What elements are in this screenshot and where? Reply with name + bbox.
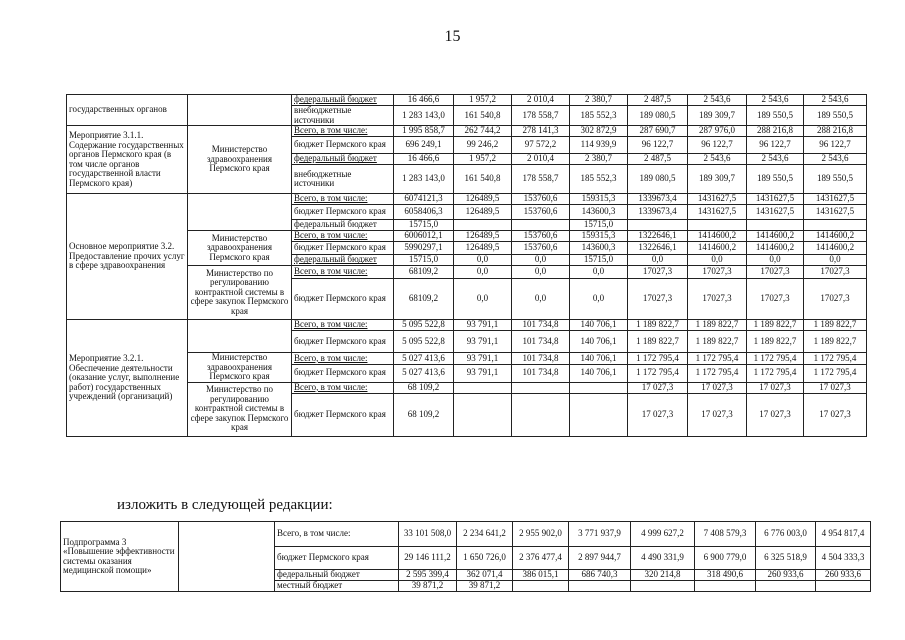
amount-cell bbox=[695, 581, 756, 592]
funding-source-cell: бюджет Пермского края bbox=[275, 547, 399, 570]
amount-cell: 17 027,3 bbox=[747, 382, 804, 393]
amount-cell: 17 027,3 bbox=[804, 393, 867, 436]
executor-cell bbox=[188, 194, 292, 231]
amount-cell bbox=[454, 382, 512, 393]
amount-cell: 17027,3 bbox=[688, 279, 747, 320]
item-name-cell: Мероприятие 3.1.1. Содержание государственных органов Пермского края (в том числе органов государственной власти Пермского края) bbox=[67, 126, 188, 194]
funding-source-cell: местный бюджет bbox=[275, 581, 399, 592]
amount-cell: 2 380,7 bbox=[570, 154, 628, 165]
amount-cell: 1 189 822,7 bbox=[628, 331, 688, 353]
amount-cell: 2 543,6 bbox=[747, 95, 804, 106]
amount-cell: 17027,3 bbox=[747, 266, 804, 279]
amount-cell: 287 976,0 bbox=[688, 126, 747, 137]
amount-cell: 0,0 bbox=[804, 255, 867, 266]
amount-cell: 126489,5 bbox=[454, 194, 512, 205]
amount-cell: 39 871,2 bbox=[457, 581, 513, 592]
amount-cell bbox=[804, 220, 867, 231]
amount-cell: 189 080,5 bbox=[628, 106, 688, 126]
amount-cell: 5 095 522,8 bbox=[394, 331, 454, 353]
amount-cell: 1431627,5 bbox=[688, 194, 747, 205]
item-name-cell: государственных органов bbox=[67, 95, 188, 126]
amount-cell: 6074121,3 bbox=[394, 194, 454, 205]
amount-cell: 2 543,6 bbox=[804, 95, 867, 106]
amount-cell: 96 122,7 bbox=[688, 137, 747, 154]
amount-cell: 386 015,1 bbox=[513, 570, 569, 581]
amount-cell: 287 690,7 bbox=[628, 126, 688, 137]
table-row bbox=[61, 522, 871, 547]
amount-cell: 1 189 822,7 bbox=[688, 331, 747, 353]
amount-cell: 5 027 413,6 bbox=[394, 353, 454, 365]
amount-cell: 2 010,4 bbox=[512, 95, 570, 106]
funding-source-cell: внебюджетные источники bbox=[292, 106, 394, 126]
amount-cell: 696 249,1 bbox=[394, 137, 454, 154]
amount-cell: 288 216,8 bbox=[804, 126, 867, 137]
funding-source-cell: Всего, в том числе: bbox=[292, 353, 394, 365]
amount-cell: 3 771 937,9 bbox=[569, 522, 631, 547]
table-row bbox=[67, 95, 867, 106]
amount-cell: 97 572,2 bbox=[512, 137, 570, 154]
amount-cell: 260 933,6 bbox=[816, 570, 871, 581]
amount-cell: 17 027,3 bbox=[688, 382, 747, 393]
amount-cell: 1414600,2 bbox=[747, 242, 804, 255]
funding-source-cell: бюджет Пермского края bbox=[292, 205, 394, 220]
amount-cell: 1431627,5 bbox=[804, 205, 867, 220]
amount-cell: 0,0 bbox=[454, 279, 512, 320]
amount-cell: 17 027,3 bbox=[804, 382, 867, 393]
amount-cell: 153760,6 bbox=[512, 205, 570, 220]
amount-cell: 126489,5 bbox=[454, 242, 512, 255]
amount-cell bbox=[756, 581, 816, 592]
amount-cell: 189 080,5 bbox=[628, 165, 688, 194]
amount-cell: 1339673,4 bbox=[628, 194, 688, 205]
table-row bbox=[67, 194, 867, 205]
amount-cell: 189 550,5 bbox=[747, 165, 804, 194]
amount-cell: 1414600,2 bbox=[688, 242, 747, 255]
amount-cell: 4 999 627,2 bbox=[631, 522, 695, 547]
amount-cell: 5 095 522,8 bbox=[394, 320, 454, 331]
amount-cell: 320 214,8 bbox=[631, 570, 695, 581]
funding-source-cell: бюджет Пермского края bbox=[292, 331, 394, 353]
amount-cell bbox=[454, 220, 512, 231]
page-number: 15 bbox=[444, 28, 461, 45]
amount-cell: 0,0 bbox=[454, 255, 512, 266]
amount-cell: 260 933,6 bbox=[756, 570, 816, 581]
amount-cell: 318 490,6 bbox=[695, 570, 756, 581]
amount-cell: 4 490 331,9 bbox=[631, 547, 695, 570]
amount-cell: 5 027 413,6 bbox=[394, 364, 454, 382]
amount-cell: 1 957,2 bbox=[454, 95, 512, 106]
amount-cell: 2 543,6 bbox=[804, 154, 867, 165]
amount-cell: 189 550,5 bbox=[747, 106, 804, 126]
amount-cell: 686 740,3 bbox=[569, 570, 631, 581]
amount-cell: 101 734,8 bbox=[512, 364, 570, 382]
amount-cell: 1414600,2 bbox=[688, 231, 747, 242]
amount-cell: 1431627,5 bbox=[747, 194, 804, 205]
amount-cell: 126489,5 bbox=[454, 205, 512, 220]
amount-cell: 1 650 726,0 bbox=[457, 547, 513, 570]
executor-cell bbox=[188, 95, 292, 126]
amount-cell: 93 791,1 bbox=[454, 320, 512, 331]
funding-source-cell: Всего, в том числе: bbox=[292, 194, 394, 205]
amount-cell: 189 309,7 bbox=[688, 165, 747, 194]
amount-cell: 17 027,3 bbox=[628, 382, 688, 393]
amount-cell bbox=[570, 393, 628, 436]
amount-cell: 1 172 795,4 bbox=[628, 364, 688, 382]
amount-cell: 6 900 779,0 bbox=[695, 547, 756, 570]
amount-cell: 140 706,1 bbox=[570, 331, 628, 353]
amount-cell: 96 122,7 bbox=[747, 137, 804, 154]
amount-cell: 2 595 399,4 bbox=[399, 570, 457, 581]
amount-cell: 2 543,6 bbox=[688, 95, 747, 106]
amount-cell: 189 550,5 bbox=[804, 106, 867, 126]
amount-cell: 1322646,1 bbox=[628, 242, 688, 255]
amount-cell: 68109,2 bbox=[394, 266, 454, 279]
amount-cell: 0,0 bbox=[688, 255, 747, 266]
amount-cell: 93 791,1 bbox=[454, 364, 512, 382]
amount-cell: 2 487,5 bbox=[628, 154, 688, 165]
funding-source-cell: федеральный бюджет bbox=[292, 220, 394, 231]
amount-cell: 178 558,7 bbox=[512, 165, 570, 194]
amount-cell: 1339673,4 bbox=[628, 205, 688, 220]
amount-cell bbox=[570, 382, 628, 393]
funding-source-cell: федеральный бюджет bbox=[292, 154, 394, 165]
amount-cell bbox=[628, 220, 688, 231]
amount-cell: 2 543,6 bbox=[747, 154, 804, 165]
amount-cell: 6006012,1 bbox=[394, 231, 454, 242]
amount-cell: 17027,3 bbox=[804, 279, 867, 320]
amount-cell: 159315,3 bbox=[570, 231, 628, 242]
funding-source-cell: бюджет Пермского края bbox=[292, 242, 394, 255]
amount-cell: 0,0 bbox=[454, 266, 512, 279]
amount-cell: 29 146 111,2 bbox=[399, 547, 457, 570]
amount-cell: 1 189 822,7 bbox=[747, 320, 804, 331]
amount-cell: 15715,0 bbox=[570, 255, 628, 266]
amount-cell bbox=[512, 220, 570, 231]
amount-cell: 16 466,6 bbox=[394, 95, 454, 106]
funding-source-cell: Всего, в том числе: bbox=[292, 266, 394, 279]
amount-cell: 17027,3 bbox=[688, 266, 747, 279]
section-heading: изложить в следующей редакции: bbox=[117, 497, 333, 513]
amount-cell: 15715,0 bbox=[394, 255, 454, 266]
amount-cell: 16 466,6 bbox=[394, 154, 454, 165]
amount-cell: 1 172 795,4 bbox=[747, 364, 804, 382]
amount-cell: 6 325 518,9 bbox=[756, 547, 816, 570]
funding-source-cell: федеральный бюджет bbox=[292, 255, 394, 266]
amount-cell bbox=[454, 393, 512, 436]
amount-cell: 2 487,5 bbox=[628, 95, 688, 106]
amount-cell bbox=[631, 581, 695, 592]
amount-cell: 0,0 bbox=[628, 255, 688, 266]
amount-cell: 99 246,2 bbox=[454, 137, 512, 154]
amount-cell: 1322646,1 bbox=[628, 231, 688, 242]
amount-cell bbox=[512, 382, 570, 393]
amount-cell: 0,0 bbox=[512, 266, 570, 279]
amount-cell: 262 744,2 bbox=[454, 126, 512, 137]
amount-cell: 6058406,3 bbox=[394, 205, 454, 220]
amount-cell: 161 540,8 bbox=[454, 165, 512, 194]
budget-table-1 bbox=[66, 94, 867, 437]
table-row bbox=[67, 320, 867, 331]
funding-source-cell: внебюджетные источники bbox=[292, 165, 394, 194]
amount-cell: 1 283 143,0 bbox=[394, 165, 454, 194]
amount-cell: 5990297,1 bbox=[394, 242, 454, 255]
amount-cell: 2 543,6 bbox=[688, 154, 747, 165]
amount-cell: 101 734,8 bbox=[512, 331, 570, 353]
amount-cell: 1 995 858,7 bbox=[394, 126, 454, 137]
amount-cell bbox=[569, 581, 631, 592]
amount-cell: 0,0 bbox=[512, 255, 570, 266]
amount-cell: 159315,3 bbox=[570, 194, 628, 205]
executor-cell: Министерство здравоохранения Пермского края bbox=[188, 126, 292, 194]
amount-cell: 288 216,8 bbox=[747, 126, 804, 137]
amount-cell: 17027,3 bbox=[804, 266, 867, 279]
amount-cell: 1414600,2 bbox=[747, 231, 804, 242]
amount-cell: 1 283 143,0 bbox=[394, 106, 454, 126]
amount-cell: 1 189 822,7 bbox=[804, 331, 867, 353]
amount-cell: 1414600,2 bbox=[804, 242, 867, 255]
amount-cell: 1 172 795,4 bbox=[804, 364, 867, 382]
amount-cell bbox=[747, 220, 804, 231]
amount-cell: 68 109,2 bbox=[394, 393, 454, 436]
amount-cell bbox=[688, 220, 747, 231]
table-row bbox=[67, 126, 867, 137]
amount-cell: 4 504 333,3 bbox=[816, 547, 871, 570]
amount-cell: 185 552,3 bbox=[570, 106, 628, 126]
amount-cell: 15715,0 bbox=[570, 220, 628, 231]
amount-cell: 96 122,7 bbox=[804, 137, 867, 154]
amount-cell bbox=[513, 581, 569, 592]
item-name-cell: Основное мероприятие 3.2. Предоставление прочих услуг в сфере здравоохранения bbox=[67, 194, 188, 320]
amount-cell: 1 172 795,4 bbox=[688, 364, 747, 382]
executor-cell bbox=[179, 522, 275, 592]
amount-cell: 140 706,1 bbox=[570, 353, 628, 365]
amount-cell: 0,0 bbox=[570, 279, 628, 320]
funding-source-cell: федеральный бюджет bbox=[275, 570, 399, 581]
amount-cell: 1 957,2 bbox=[454, 154, 512, 165]
amount-cell: 1 189 822,7 bbox=[688, 320, 747, 331]
funding-source-cell: федеральный бюджет bbox=[292, 95, 394, 106]
item-name-cell: Мероприятие 3.2.1. Обеспечение деятельности (оказание услуг, выполнение работ) государственных учреждений (организаций) bbox=[67, 320, 188, 437]
budget-table-2 bbox=[60, 521, 871, 592]
amount-cell: 96 122,7 bbox=[628, 137, 688, 154]
executor-cell: Министерство здравоохранения Пермского края bbox=[188, 353, 292, 383]
amount-cell: 1 189 822,7 bbox=[747, 331, 804, 353]
amount-cell: 2 380,7 bbox=[570, 95, 628, 106]
amount-cell: 101 734,8 bbox=[512, 320, 570, 331]
amount-cell: 93 791,1 bbox=[454, 331, 512, 353]
amount-cell: 362 071,4 bbox=[457, 570, 513, 581]
amount-cell: 0,0 bbox=[512, 279, 570, 320]
amount-cell: 178 558,7 bbox=[512, 106, 570, 126]
amount-cell: 189 309,7 bbox=[688, 106, 747, 126]
amount-cell: 126489,5 bbox=[454, 231, 512, 242]
amount-cell: 17 027,3 bbox=[747, 393, 804, 436]
amount-cell: 2 897 944,7 bbox=[569, 547, 631, 570]
amount-cell: 7 408 579,3 bbox=[695, 522, 756, 547]
amount-cell bbox=[512, 393, 570, 436]
funding-source-cell: Всего, в том числе: bbox=[292, 320, 394, 331]
amount-cell: 68109,2 bbox=[394, 279, 454, 320]
amount-cell: 6 776 003,0 bbox=[756, 522, 816, 547]
amount-cell: 0,0 bbox=[570, 266, 628, 279]
funding-source-cell: бюджет Пермского края bbox=[292, 393, 394, 436]
executor-cell: Министерство по регулированию контрактной системы в сфере закупок Пермского края bbox=[188, 382, 292, 436]
amount-cell: 33 101 508,0 bbox=[399, 522, 457, 547]
amount-cell: 17027,3 bbox=[628, 266, 688, 279]
executor-cell: Министерство здравоохранения Пермского края bbox=[188, 231, 292, 266]
amount-cell: 1431627,5 bbox=[804, 194, 867, 205]
amount-cell: 101 734,8 bbox=[512, 353, 570, 365]
funding-source-cell: бюджет Пермского края bbox=[292, 364, 394, 382]
funding-source-cell: Всего, в том числе: bbox=[292, 231, 394, 242]
amount-cell: 1 172 795,4 bbox=[628, 353, 688, 365]
executor-cell: Министерство по регулированию контрактной системы в сфере закупок Пермского края bbox=[188, 266, 292, 320]
amount-cell: 2 234 641,2 bbox=[457, 522, 513, 547]
amount-cell bbox=[816, 581, 871, 592]
amount-cell: 17 027,3 bbox=[628, 393, 688, 436]
amount-cell: 143600,3 bbox=[570, 242, 628, 255]
executor-cell bbox=[188, 320, 292, 353]
amount-cell: 143600,3 bbox=[570, 205, 628, 220]
amount-cell: 17027,3 bbox=[628, 279, 688, 320]
amount-cell: 39 871,2 bbox=[399, 581, 457, 592]
amount-cell: 17 027,3 bbox=[688, 393, 747, 436]
amount-cell: 15715,0 bbox=[394, 220, 454, 231]
funding-source-cell: Всего, в том числе: bbox=[292, 382, 394, 393]
amount-cell: 1 172 795,4 bbox=[747, 353, 804, 365]
amount-cell: 1 189 822,7 bbox=[804, 320, 867, 331]
funding-source-cell: Всего, в том числе: bbox=[292, 126, 394, 137]
amount-cell: 2 376 477,4 bbox=[513, 547, 569, 570]
amount-cell: 4 954 817,4 bbox=[816, 522, 871, 547]
amount-cell: 2 010,4 bbox=[512, 154, 570, 165]
amount-cell: 1 172 795,4 bbox=[804, 353, 867, 365]
funding-source-cell: бюджет Пермского края bbox=[292, 279, 394, 320]
amount-cell: 302 872,9 bbox=[570, 126, 628, 137]
amount-cell: 140 706,1 bbox=[570, 364, 628, 382]
amount-cell: 114 939,9 bbox=[570, 137, 628, 154]
amount-cell: 1431627,5 bbox=[747, 205, 804, 220]
amount-cell: 140 706,1 bbox=[570, 320, 628, 331]
amount-cell: 17027,3 bbox=[747, 279, 804, 320]
amount-cell: 68 109,2 bbox=[394, 382, 454, 393]
amount-cell: 189 550,5 bbox=[804, 165, 867, 194]
amount-cell: 93 791,1 bbox=[454, 353, 512, 365]
item-name-cell: Подпрограмма 3 «Повышение эффективности системы оказания медицинской помощи» bbox=[61, 522, 179, 592]
amount-cell: 0,0 bbox=[747, 255, 804, 266]
amount-cell: 1 189 822,7 bbox=[628, 320, 688, 331]
amount-cell: 153760,6 bbox=[512, 194, 570, 205]
amount-cell: 1414600,2 bbox=[804, 231, 867, 242]
amount-cell: 153760,6 bbox=[512, 231, 570, 242]
amount-cell: 153760,6 bbox=[512, 242, 570, 255]
amount-cell: 2 955 902,0 bbox=[513, 522, 569, 547]
funding-source-cell: бюджет Пермского края bbox=[292, 137, 394, 154]
funding-source-cell: Всего, в том числе: bbox=[275, 522, 399, 547]
amount-cell: 161 540,8 bbox=[454, 106, 512, 126]
amount-cell: 278 141,3 bbox=[512, 126, 570, 137]
amount-cell: 185 552,3 bbox=[570, 165, 628, 194]
amount-cell: 1431627,5 bbox=[688, 205, 747, 220]
amount-cell: 1 172 795,4 bbox=[688, 353, 747, 365]
